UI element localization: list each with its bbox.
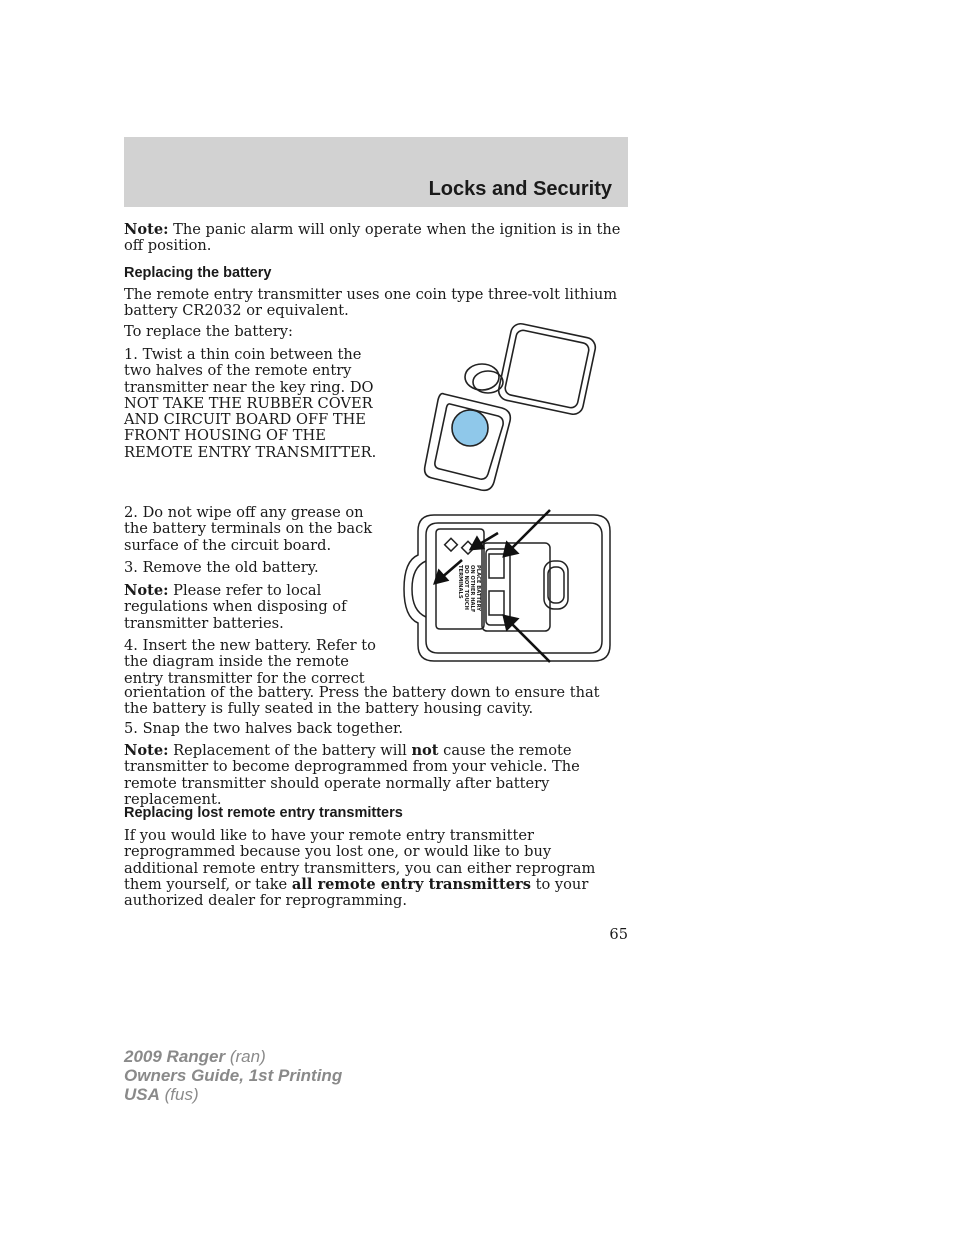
svg-text:ON OTHER HALF: ON OTHER HALF <box>469 565 475 613</box>
page-number: 65 <box>609 926 628 943</box>
footer-line-1: 2009 Ranger (ran) <box>124 1047 266 1066</box>
step-1: 1. Twist a thin coin between the two halves of the remote entry transmitter near the key ring. DO NOT TAKE THE RUBBER COVER AND CIRCUIT BOARD OFF THE FRONT HOUSING OF THE REMOTE ENTRY TRANSMITTER. <box>124 346 377 461</box>
deprogram-note: Note: Replacement of the battery will not cause the remote transmitter to become deprogrammed from your vehicle. The remote transmitter should operate normally after battery replacement. <box>124 742 580 808</box>
battery-placement-label <box>457 565 481 613</box>
disposal-note: Note: Please refer to local regulations when disposing of transmitter batteries. <box>124 582 347 632</box>
pointer-arrows <box>435 510 550 662</box>
step-5: 5. Snap the two halves back together. <box>124 720 403 737</box>
svg-text:DO NOT TOUCH: DO NOT TOUCH <box>463 565 469 610</box>
footer-line-2: Owners Guide, 1st Printing <box>124 1066 343 1085</box>
document-footer <box>124 1047 342 1104</box>
step-2: 2. Do not wipe off any grease on the battery terminals on the back surface of the circuit board. <box>124 504 373 554</box>
section-header-band <box>124 137 628 207</box>
svg-text:PLACE BATTERY: PLACE BATTERY <box>475 565 481 612</box>
battery-intro: The remote entry transmitter uses one coin type three-volt lithium battery CR2032 or equivalent. <box>124 286 618 320</box>
heading-replacing-battery: Replacing the battery <box>124 265 272 281</box>
panic-alarm-note: Note: The panic alarm will only operate when the ignition is in the off position. <box>124 221 621 255</box>
section-title: Locks and Security <box>428 178 612 200</box>
step-4-part-2: orientation of the battery. Press the battery down to ensure that the battery is fully seated in the battery housing cavity. <box>124 684 600 718</box>
step-4-part-1: 4. Insert the new battery. Refer to the diagram inside the remote entry transmitter for the correct <box>124 637 376 687</box>
to-replace-label: To replace the battery: <box>124 323 293 340</box>
transmitter-terminals-diagram <box>398 505 616 667</box>
step-3: 3. Remove the old battery. <box>124 559 319 576</box>
footer-line-3: USA (fus) <box>124 1085 199 1104</box>
svg-text:TERMINALS: TERMINALS <box>457 565 463 599</box>
heading-replacing-lost-transmitters: Replacing lost remote entry transmitters <box>124 805 403 821</box>
coin-battery-icon <box>452 410 488 446</box>
lost-transmitters-text: If you would like to have your remote entry transmitter reprogrammed because you lost one, or would like to buy additional remote entry transmitters, you can either reprogram them yourself, or take all remote entry transmitters to your authorized dealer for reprogramming. <box>124 827 596 910</box>
key-fob-illustration <box>420 322 600 494</box>
